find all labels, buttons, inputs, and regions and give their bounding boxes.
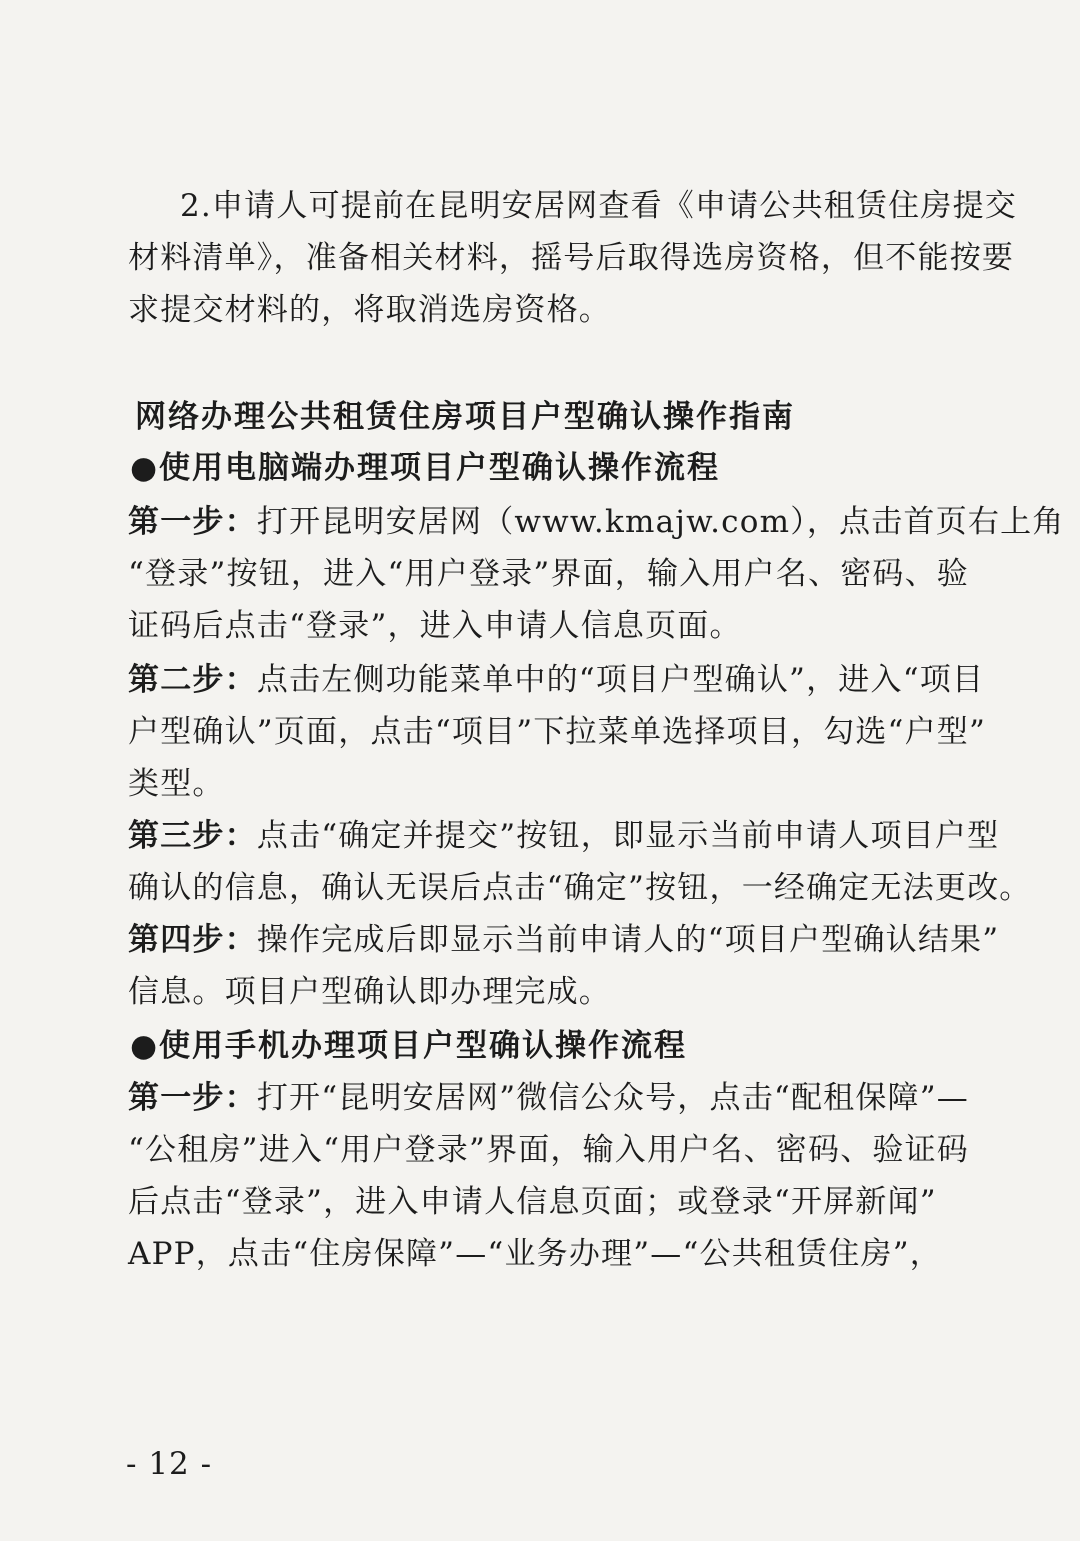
pc-step-4-line-1 — [128, 920, 1000, 960]
pc-step-1-line-3: 证码后点击“登录”，进入申请人信息页面。 — [128, 608, 742, 644]
pc-section-heading: ●使用电脑端办理项目户型确认操作流程 — [130, 450, 721, 486]
mobile-step-1-line-3: 后点击“登录”，进入申请人信息页面；或登录“开屏新闻” — [128, 1184, 937, 1220]
pc-step-1-text: 打开昆明安居网（www.kmajw.com），点击首页右上角 — [256, 504, 1065, 540]
pc-step-4-line-2: 信息。项目户型确认即办理完成。 — [128, 974, 611, 1010]
pc-step-3-line-1 — [128, 816, 1000, 856]
pc-step-2-line-1 — [128, 660, 985, 700]
pc-step-1-line-1 — [128, 502, 1065, 542]
pc-step-2-line-3: 类型。 — [128, 766, 225, 802]
pc-step-3-line-2: 确认的信息，确认无误后点击“确定”按钮，一经确定无法更改。 — [128, 870, 1032, 906]
pc-step-1-label: 第一步： — [128, 504, 257, 540]
pc-step-4-label: 第四步： — [128, 922, 257, 958]
mobile-step-1-label: 第一步： — [128, 1080, 257, 1116]
mobile-step-1-line-1 — [128, 1078, 970, 1118]
paragraph-2-line-3: 求提交材料的，将取消选房资格。 — [128, 292, 611, 328]
mobile-section-heading: ●使用手机办理项目户型确认操作流程 — [130, 1028, 688, 1064]
paragraph-2-line-2: 材料清单》，准备相关材料，摇号后取得选房资格，但不能按要 — [128, 240, 1015, 276]
pc-step-2-label: 第二步： — [128, 662, 257, 698]
pc-step-3-text: 点击“确定并提交”按钮，即显示当前申请人项目户型 — [256, 818, 1000, 854]
pc-step-1-line-2: “登录”按钮，进入“用户登录”界面，输入用户名、密码、验 — [128, 556, 969, 592]
page-number: - 12 - — [126, 1446, 213, 1482]
mobile-step-1-line-2: “公租房”进入“用户登录”界面，输入用户名、密码、验证码 — [128, 1132, 969, 1168]
pc-step-3-label: 第三步： — [128, 818, 257, 854]
mobile-step-1-text: 打开“昆明安居网”微信公众号，点击“配租保障”— — [256, 1080, 970, 1116]
pc-step-4-text: 操作完成后即显示当前申请人的“项目户型确认结果” — [256, 922, 1000, 958]
pc-step-2-text: 点击左侧功能菜单中的“项目户型确认”，进入“项目 — [256, 662, 985, 698]
pc-step-2-line-2: 户型确认”页面，点击“项目”下拉菜单选择项目，勾选“户型” — [128, 714, 987, 750]
mobile-step-1-line-4: APP，点击“住房保障”—“业务办理”—“公共租赁住房”， — [128, 1236, 942, 1272]
paragraph-2-line-1: 2.申请人可提前在昆明安居网查看《申请公共租赁住房提交 — [180, 188, 1017, 224]
guide-title: 网络办理公共租赁住房项目户型确认操作指南 — [135, 399, 795, 435]
